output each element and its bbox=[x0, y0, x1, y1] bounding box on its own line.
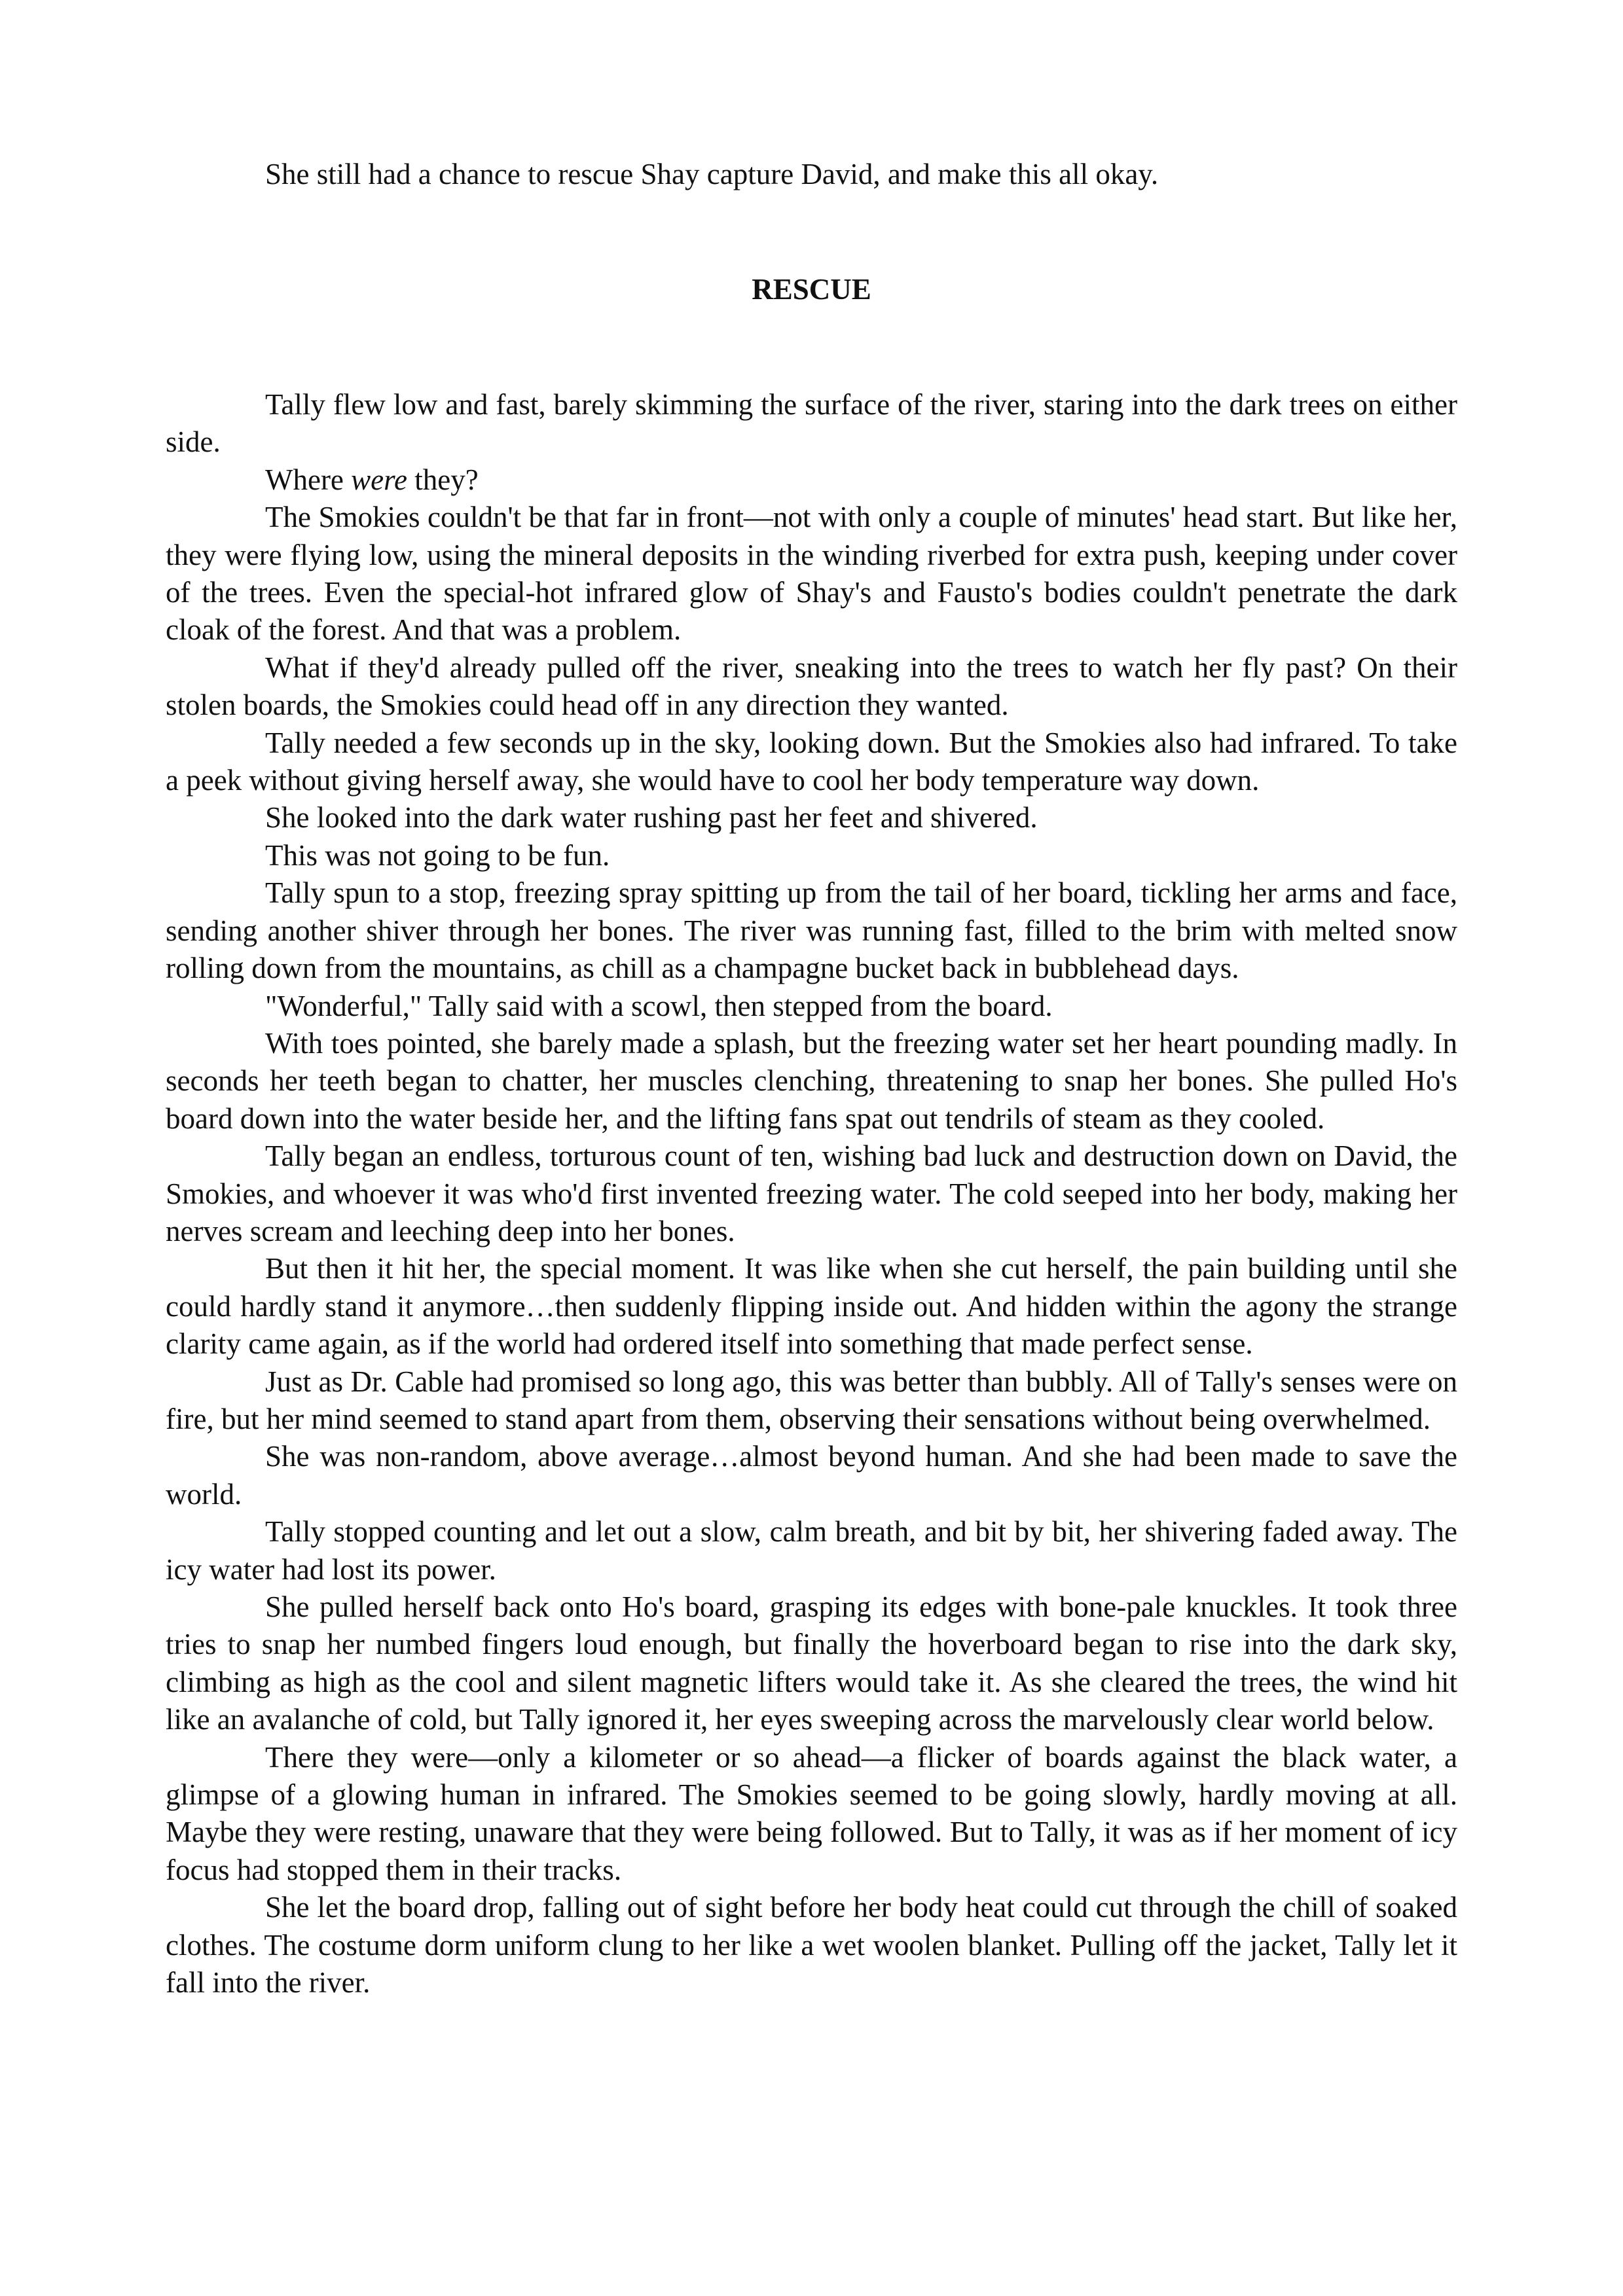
paragraph: But then it hit her, the special moment. It was like when she cut herself, the pain building until she could hardly stand it anymore…then suddenly flipping inside out. And hidden within the agony the strange clarity came again, as if the world had ordered itself into something that made perfect sense. bbox=[166, 1252, 1457, 1361]
paragraph: She looked into the dark water rushing past her feet and shivered. bbox=[265, 801, 1038, 834]
intro-paragraph bbox=[166, 156, 1457, 193]
paragraph: Tally needed a few seconds up in the sky, looking down. But the Smokies also had infrared. To take a peek without giving herself away, she would have to cool her body temperature way down. bbox=[166, 726, 1457, 797]
paragraph: Just as Dr. Cable had promised so long ago, this was better than bubbly. All of Tally's senses were on fire, but her mind seemed to stand apart from them, observing their sensations without being overwhelmed. bbox=[166, 1365, 1457, 1435]
paragraph: She pulled herself back onto Ho's board, grasping its edges with bone-pale knuckles. It took three tries to snap her numbed fingers loud enough, but finally the hoverboard began to rise into the dark sky, climbing as high as the cool and silent magnetic lifters would take it. As she cleared the trees, the wind hit like an avalanche of cold, but Tally ignored it, her eyes sweeping across the marvelously clear world below. bbox=[166, 1590, 1457, 1736]
paragraph: Tally began an endless, torturous count of ten, wishing bad luck and destruction down on David, the Smokies, and whoever it was who'd first invented freezing water. The cold seeped into her body, making her nerves scream and leeching deep into her bones. bbox=[166, 1139, 1457, 1247]
paragraph: Tally flew low and fast, barely skimming the surface of the river, staring into the dark trees on either side. bbox=[166, 388, 1457, 459]
chapter-title: RESCUE bbox=[752, 273, 871, 306]
paragraph: She let the board drop, falling out of sight before her body heat could cut through the chill of soaked clothes. The costume dorm uniform clung to her like a wet woolen blanket. Pulling off the jacket, Tally let it fall into the river. bbox=[166, 1891, 1457, 2000]
paragraph: Tally stopped counting and let out a slow, calm breath, and bit by bit, her shivering faded away. The icy water had lost its power. bbox=[166, 1515, 1457, 1586]
paragraph: Tally spun to a stop, freezing spray spitting up from the tail of her board, tickling her arms and face, sending another shiver through her bones. The river was running fast, filled to the brim with melted snow rolling down from the mountains, as chill as a champagne bucket back in bubblehead days. bbox=[166, 876, 1457, 985]
emphasized-word: were bbox=[351, 463, 407, 496]
paragraph: "Wonderful," Tally said with a scowl, then stepped from the board. bbox=[265, 989, 1053, 1022]
paragraph: This was not going to be fun. bbox=[265, 838, 610, 872]
chapter-body bbox=[166, 386, 1457, 2001]
paragraph-text: they? bbox=[407, 463, 479, 496]
paragraph-text: Where bbox=[265, 463, 352, 496]
paragraph: What if they'd already pulled off the river, sneaking into the trees to watch her fly past? On their stolen boards, the Smokies could head off in any direction they wanted. bbox=[166, 651, 1457, 722]
paragraph bbox=[166, 461, 1457, 499]
paragraph: There they were—only a kilometer or so ahead—a flicker of boards against the black water, a glimpse of a glowing human in infrared. The Smokies seemed to be going slowly, hardly moving at all. Maybe they were resting, unaware that they were being followed. But to Tally, it was as if her moment of icy focus had stopped them in their tracks. bbox=[166, 1740, 1457, 1886]
intro-text: She still had a chance to rescue Shay capture David, and make this all okay. bbox=[265, 158, 1159, 190]
paragraph: She was non-random, above average…almost beyond human. And she had been made to save the world. bbox=[166, 1440, 1457, 1511]
paragraph: The Smokies couldn't be that far in front—not with only a couple of minutes' head start. But like her, they were flying low, using the mineral deposits in the winding riverbed for extra push, keeping under cover of the trees. Even the special-hot infrared glow of Shay's and Fausto's bodies couldn't penetrate the dark cloak of the forest. And that was a problem. bbox=[166, 501, 1457, 647]
paragraph: With toes pointed, she barely made a splash, but the freezing water set her heart pounding madly. In seconds her teeth began to chatter, her muscles clenching, threatening to snap her bones. She pulled Ho's board down into the water beside her, and the lifting fans spat out tendrils of steam as they cooled. bbox=[166, 1026, 1457, 1135]
